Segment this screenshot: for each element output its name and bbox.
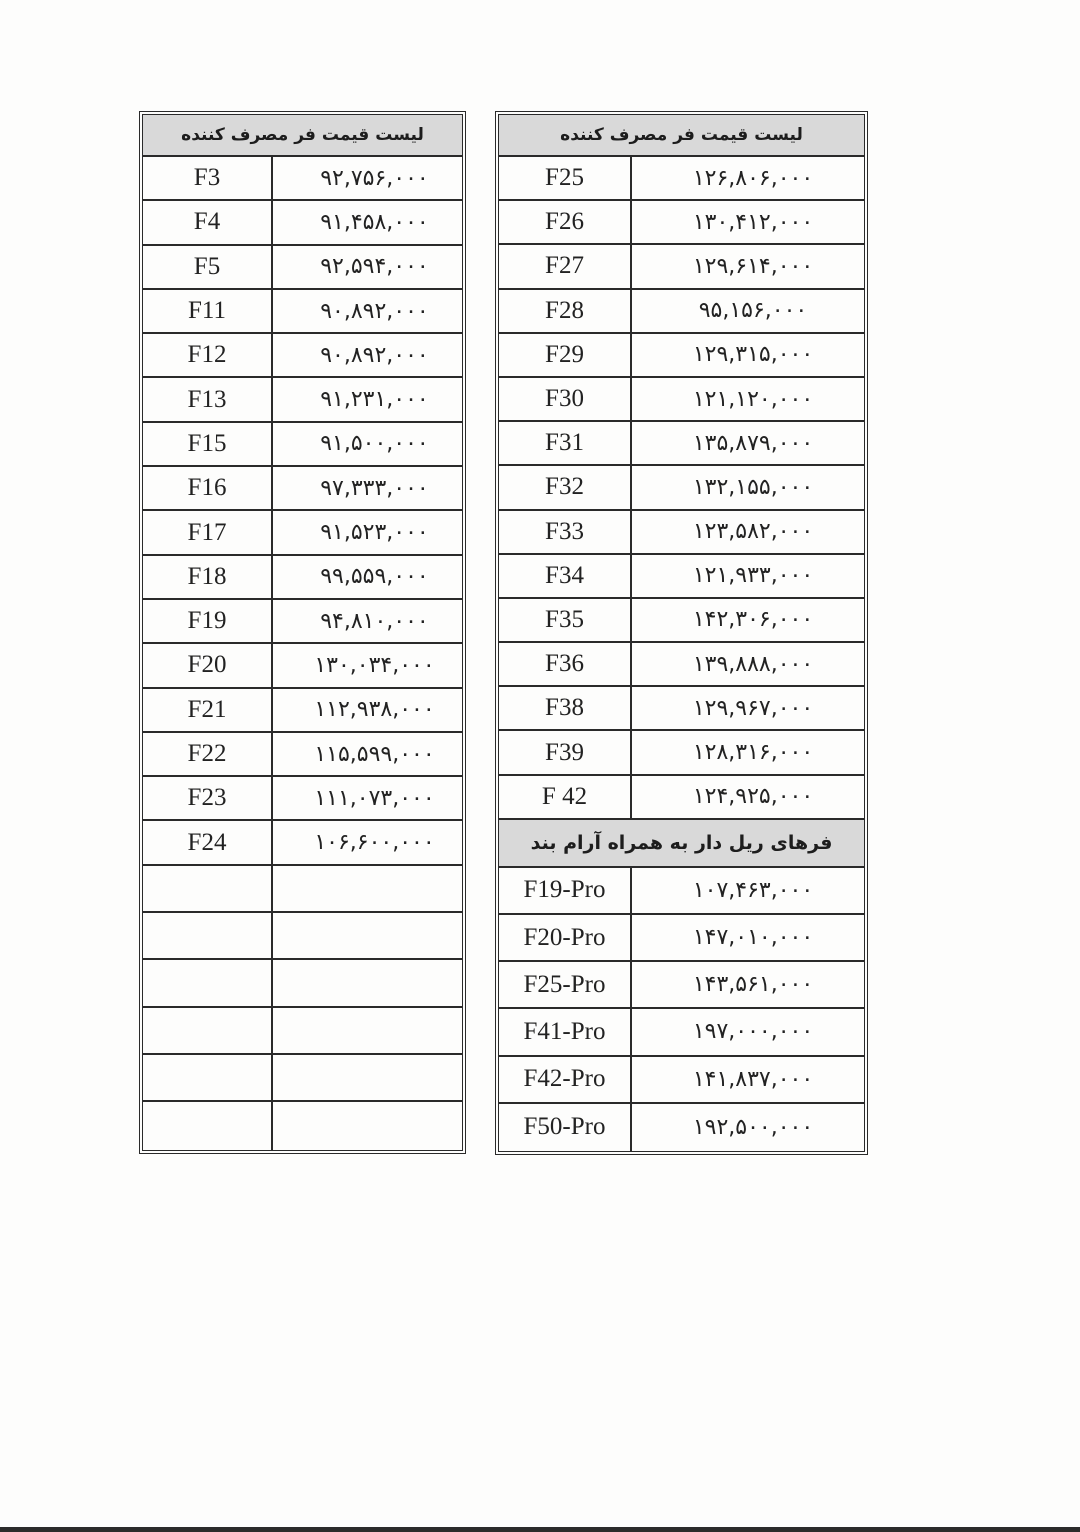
left-table-body bbox=[143, 115, 462, 1150]
table-row bbox=[143, 157, 462, 201]
price-cell: ۱۳۵,۸۷۹,۰۰۰ bbox=[632, 422, 864, 466]
model-cell: F22 bbox=[143, 733, 273, 777]
model-cell: F31 bbox=[499, 422, 632, 466]
table-row bbox=[143, 1008, 462, 1055]
table-row bbox=[143, 777, 462, 821]
price-cell: ۹۵,۱۵۶,۰۰۰ bbox=[632, 290, 864, 334]
table-row bbox=[143, 201, 462, 245]
model-cell: F41-Pro bbox=[499, 1009, 632, 1056]
table-row bbox=[143, 821, 462, 865]
model-cell: F19-Pro bbox=[499, 868, 632, 915]
model-cell: F 42 bbox=[499, 776, 632, 820]
model-cell: F5 bbox=[143, 246, 273, 290]
model-cell: F27 bbox=[499, 245, 632, 289]
table-row bbox=[143, 334, 462, 378]
table-row bbox=[143, 1102, 462, 1149]
table-row bbox=[499, 915, 864, 962]
model-cell: F42-Pro bbox=[499, 1057, 632, 1104]
price-cell: ۱۴۷,۰۱۰,۰۰۰ bbox=[632, 915, 864, 962]
model-cell bbox=[143, 1055, 273, 1102]
table-row bbox=[143, 689, 462, 733]
table-row bbox=[499, 201, 864, 245]
price-cell: ۹۰,۸۹۲,۰۰۰ bbox=[273, 334, 462, 378]
price-cell: ۱۲۹,۹۶۷,۰۰۰ bbox=[632, 687, 864, 731]
right-price-table bbox=[495, 111, 868, 1155]
pro-section-header: فرهای ریل دار به همراه آرام بند bbox=[499, 820, 864, 868]
table-row bbox=[499, 1057, 864, 1104]
price-cell: ۹۱,۵۲۳,۰۰۰ bbox=[273, 511, 462, 555]
right-table-header: لیست قیمت فر مصرف کننده bbox=[499, 115, 864, 157]
table-row bbox=[143, 960, 462, 1007]
price-cell: ۱۱۱,۰۷۳,۰۰۰ bbox=[273, 777, 462, 821]
price-cell bbox=[273, 960, 462, 1007]
model-cell: F3 bbox=[143, 157, 273, 201]
model-cell: F24 bbox=[143, 821, 273, 865]
table-row bbox=[499, 290, 864, 334]
table-row bbox=[143, 733, 462, 777]
model-cell: F20-Pro bbox=[499, 915, 632, 962]
right-table-header-row bbox=[499, 115, 864, 157]
price-cell: ۹۷,۳۳۳,۰۰۰ bbox=[273, 467, 462, 511]
model-cell: F11 bbox=[143, 290, 273, 334]
price-cell bbox=[273, 866, 462, 913]
price-cell: ۱۲۹,۶۱۴,۰۰۰ bbox=[632, 245, 864, 289]
price-cell: ۹۲,۷۵۶,۰۰۰ bbox=[273, 157, 462, 201]
table-row bbox=[499, 776, 864, 820]
price-cell: ۹۹,۵۵۹,۰۰۰ bbox=[273, 556, 462, 600]
price-cell: ۱۲۱,۹۳۳,۰۰۰ bbox=[632, 555, 864, 599]
model-cell bbox=[143, 1102, 273, 1149]
page-bottom-edge bbox=[0, 1527, 1080, 1532]
model-cell: F12 bbox=[143, 334, 273, 378]
model-cell: F33 bbox=[499, 511, 632, 555]
price-cell: ۱۴۳,۵۶۱,۰۰۰ bbox=[632, 962, 864, 1009]
model-cell: F50-Pro bbox=[499, 1104, 632, 1151]
model-cell: F35 bbox=[499, 599, 632, 643]
table-row bbox=[143, 467, 462, 511]
price-cell: ۹۱,۵۰۰,۰۰۰ bbox=[273, 423, 462, 467]
price-cell: ۱۱۲,۹۳۸,۰۰۰ bbox=[273, 689, 462, 733]
table-row bbox=[143, 378, 462, 422]
price-cell: ۱۳۰,۰۳۴,۰۰۰ bbox=[273, 644, 462, 688]
price-cell: ۱۲۹,۳۱۵,۰۰۰ bbox=[632, 334, 864, 378]
table-row bbox=[499, 599, 864, 643]
price-cell: ۱۴۲,۳۰۶,۰۰۰ bbox=[632, 599, 864, 643]
table-row bbox=[499, 334, 864, 378]
table-row bbox=[499, 1009, 864, 1056]
model-cell: F38 bbox=[499, 687, 632, 731]
price-cell: ۱۰۶,۶۰۰,۰۰۰ bbox=[273, 821, 462, 865]
table-row bbox=[143, 1055, 462, 1102]
model-cell bbox=[143, 1008, 273, 1055]
price-cell: ۱۳۰,۴۱۲,۰۰۰ bbox=[632, 201, 864, 245]
model-cell bbox=[143, 960, 273, 1007]
price-cell: ۱۲۶,۸۰۶,۰۰۰ bbox=[632, 157, 864, 201]
model-cell: F36 bbox=[499, 643, 632, 687]
model-cell: F16 bbox=[143, 467, 273, 511]
price-cell bbox=[273, 1055, 462, 1102]
pro-section-header-row bbox=[499, 820, 864, 868]
left-table-header: لیست قیمت فر مصرف کننده bbox=[143, 115, 462, 157]
model-cell: F34 bbox=[499, 555, 632, 599]
table-row bbox=[143, 600, 462, 644]
price-cell bbox=[273, 1008, 462, 1055]
model-cell: F25 bbox=[499, 157, 632, 201]
model-cell: F26 bbox=[499, 201, 632, 245]
price-cell: ۹۱,۴۵۸,۰۰۰ bbox=[273, 201, 462, 245]
model-cell bbox=[143, 913, 273, 960]
price-cell bbox=[273, 913, 462, 960]
model-cell: F29 bbox=[499, 334, 632, 378]
left-table-header-row bbox=[143, 115, 462, 157]
table-row bbox=[499, 643, 864, 687]
table-row bbox=[143, 511, 462, 555]
model-cell: F28 bbox=[499, 290, 632, 334]
table-row bbox=[499, 731, 864, 775]
table-row bbox=[143, 866, 462, 913]
table-row bbox=[143, 556, 462, 600]
price-cell: ۱۲۱,۱۲۰,۰۰۰ bbox=[632, 378, 864, 422]
table-row bbox=[499, 868, 864, 915]
table-row bbox=[499, 157, 864, 201]
table-row bbox=[499, 466, 864, 510]
table-row bbox=[143, 913, 462, 960]
price-cell: ۹۴,۸۱۰,۰۰۰ bbox=[273, 600, 462, 644]
table-row bbox=[143, 423, 462, 467]
model-cell: F30 bbox=[499, 378, 632, 422]
price-cell: ۱۱۵,۵۹۹,۰۰۰ bbox=[273, 733, 462, 777]
model-cell bbox=[143, 866, 273, 913]
table-row bbox=[499, 962, 864, 1009]
model-cell: F25-Pro bbox=[499, 962, 632, 1009]
model-cell: F4 bbox=[143, 201, 273, 245]
table-row bbox=[143, 290, 462, 334]
model-cell: F23 bbox=[143, 777, 273, 821]
model-cell: F18 bbox=[143, 556, 273, 600]
table-row bbox=[499, 378, 864, 422]
price-cell: ۱۹۷,۰۰۰,۰۰۰ bbox=[632, 1009, 864, 1056]
table-row bbox=[143, 644, 462, 688]
price-cell: ۱۲۳,۵۸۲,۰۰۰ bbox=[632, 511, 864, 555]
model-cell: F13 bbox=[143, 378, 273, 422]
model-cell: F21 bbox=[143, 689, 273, 733]
price-cell: ۱۹۲,۵۰۰,۰۰۰ bbox=[692, 1114, 814, 1140]
table-row bbox=[143, 246, 462, 290]
model-cell: F32 bbox=[499, 466, 632, 510]
right-table-body bbox=[499, 115, 864, 1151]
model-cell: F15 bbox=[143, 423, 273, 467]
left-price-table bbox=[139, 111, 466, 1154]
price-cell: ۱۳۹,۸۸۸,۰۰۰ bbox=[632, 643, 864, 687]
table-row bbox=[499, 422, 864, 466]
table-row bbox=[499, 1104, 864, 1151]
price-cell bbox=[273, 1102, 462, 1149]
price-cell: ۱۲۸,۳۱۶,۰۰۰ bbox=[632, 731, 864, 775]
price-cell: ۱۴۱,۸۳۷,۰۰۰ bbox=[632, 1057, 864, 1104]
price-cell: ۱۳۲,۱۵۵,۰۰۰ bbox=[632, 466, 864, 510]
price-cell: ۹۲,۵۹۴,۰۰۰ bbox=[273, 246, 462, 290]
price-cell: ۱۲۴,۹۲۵,۰۰۰ bbox=[632, 776, 864, 820]
price-cell: ۹۰,۸۹۲,۰۰۰ bbox=[273, 290, 462, 334]
table-row bbox=[499, 245, 864, 289]
table-row bbox=[499, 555, 864, 599]
price-cell: ۱۰۷,۴۶۳,۰۰۰ bbox=[632, 868, 864, 915]
model-cell: F17 bbox=[143, 511, 273, 555]
model-cell: F39 bbox=[499, 731, 632, 775]
model-cell: F19 bbox=[143, 600, 273, 644]
model-cell: F20 bbox=[143, 644, 273, 688]
table-row bbox=[499, 511, 864, 555]
price-cell: ۹۱,۲۳۱,۰۰۰ bbox=[273, 378, 462, 422]
table-row bbox=[499, 687, 864, 731]
